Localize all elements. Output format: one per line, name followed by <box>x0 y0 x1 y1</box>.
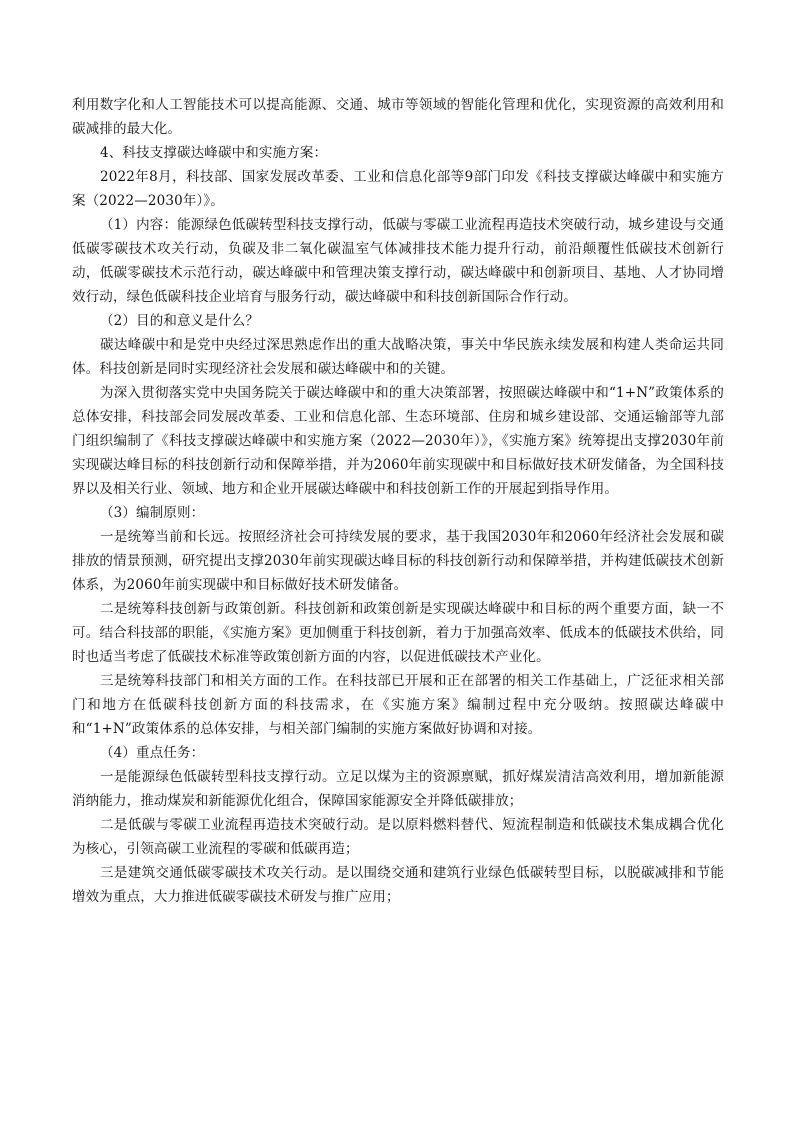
paragraph-task-3: 三是建筑交通低碳零碳技术攻关行动。是以围绕交通和建筑行业绿色低碳转型目标，以脱碳减排和节能增效为重点，大力推进低碳零碳技术研发与推广应用； <box>72 865 724 905</box>
subheading-key-tasks: （4）重点任务： <box>100 745 205 761</box>
subheading-purpose: （2）目的和意义是什么？ <box>100 313 259 329</box>
paragraph-task-2: 二是低碳与零碳工业流程再造技术突破行动。是以原料燃料替代、短流程制造和低碳技术集成耦合优化为核心，引领高碳工业流程的零碳和低碳再造； <box>72 817 724 857</box>
paragraph-purpose-2: 为深入贯彻落实党中央国务院关于碳达峰碳中和的重大决策部署，按照碳达峰碳中和“1+N”政策体系的总体安排，科技部会同发展改革委、工业和信息化部、生态环境部、住房和城乡建设部、交通运输部等九部门组织编制了《科技支撑碳达峰碳中和实施方案（2022—2030年）》，《实施方案》统筹提出支撑2030年前实现碳达峰目标的科技创新行动和保障举措，并为2060年前实现碳中和目标做好技术研发储备，为全国科技界以及相关行业、领域、地方和企业开展碳达峰碳中和科技创新工作的开展起到指导作用。 <box>72 385 724 497</box>
paragraph-purpose-1: 碳达峰碳中和是党中央经过深思熟虑作出的重大战略决策，事关中华民族永续发展和构建人类命运共同体。科技创新是同时实现经济社会发展和碳达峰碳中和的关键。 <box>72 337 724 377</box>
paragraph-task-1: 一是能源绿色低碳转型科技支撑行动。立足以煤为主的资源禀赋，抓好煤炭清洁高效利用，增加新能源消纳能力，推动煤炭和新能源优化组合，保障国家能源安全并降低碳排放； <box>72 769 724 809</box>
paragraph-principle-1: 一是统筹当前和长远。按照经济社会可持续发展的要求，基于我国2030年和2060年经济社会发展和碳排放的情景预测，研究提出支撑2030年前实现碳达峰目标的科技创新行动和保障举措，并构建低碳技术创新体系，为2060年前实现碳中和目标做好技术研发储备。 <box>72 529 724 593</box>
paragraph-principle-3: 三是统筹科技部门和相关方面的工作。在科技部已开展和正在部署的相关工作基础上，广泛征求相关部门和地方在低碳科技创新方面的科技需求，在《实施方案》编制过程中充分吸纳。按照碳达峰碳中和“1+N”政策体系的总体安排，与相关部门编制的实施方案做好协调和对接。 <box>72 673 724 737</box>
paragraph-content: （1）内容：能源绿色低碳转型科技支撑行动，低碳与零碳工业流程再造技术突破行动，城乡建设与交通低碳零碳技术攻关行动，负碳及非二氧化碳温室气体减排技术能力提升行动，前沿颠覆性低碳技术创新行动，低碳零碳技术示范行动，碳达峰碳中和管理决策支撑行动，碳达峰碳中和创新项目、基地、人才协同增效行动，绿色低碳科技企业培育与服务行动，碳达峰碳中和科技创新国际合作行动。 <box>72 217 724 305</box>
paragraph-issuance: 2022年8月，科技部、国家发展改革委、工业和信息化部等9部门印发《科技支撑碳达峰碳中和实施方案（2022—2030年）》。 <box>72 169 724 209</box>
paragraph-intro-continuation: 利用数字化和人工智能技术可以提高能源、交通、城市等领域的智能化管理和优化，实现资源的高效利用和碳减排的最大化。 <box>72 97 724 137</box>
subheading-principles: （3）编制原则： <box>100 505 205 521</box>
paragraph-principle-2: 二是统筹科技创新与政策创新。科技创新和政策创新是实现碳达峰碳中和目标的两个重要方面，缺一不可。结合科技部的职能，《实施方案》更加侧重于科技创新，着力于加强高效率、低成本的低碳技术供给，同时也适当考虑了低碳技术标准等政策创新方面的内容，以促进低碳技术产业化。 <box>72 601 724 665</box>
section-heading-4: 4、科技支撑碳达峰碳中和实施方案： <box>100 145 328 161</box>
document-page <box>72 93 724 909</box>
